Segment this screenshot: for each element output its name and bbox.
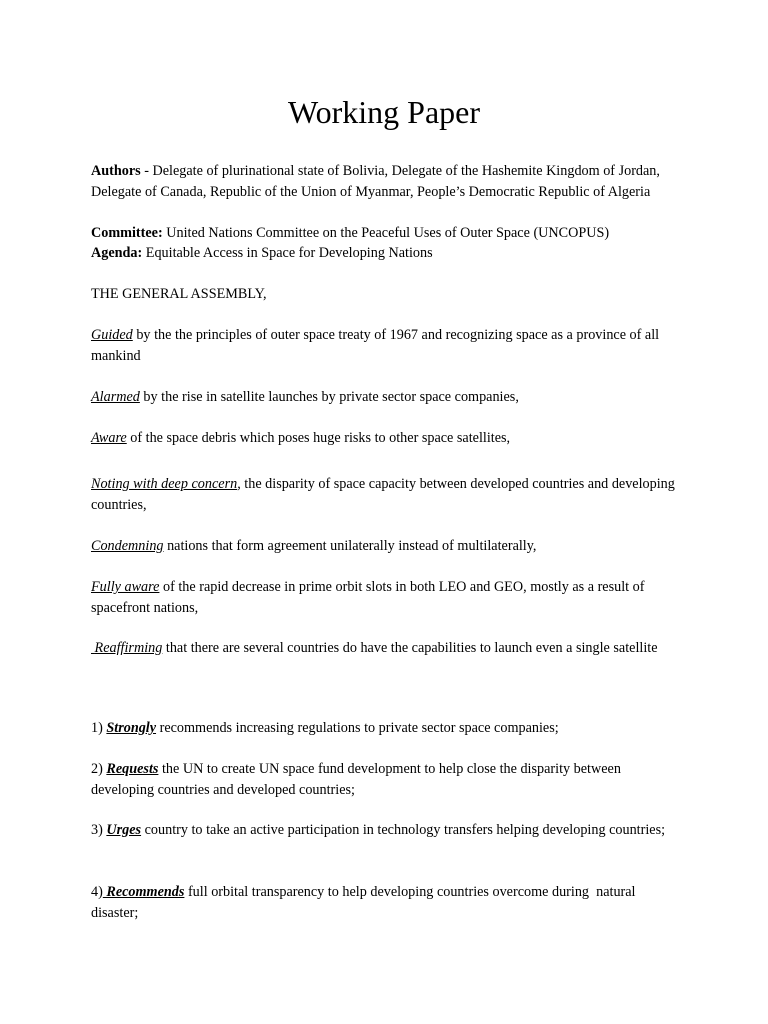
document-title: Working Paper — [287, 94, 481, 130]
operative-clause — [91, 718, 681, 739]
clause-text: that there are several countries do have the capabilities to launch even a single satellite — [162, 640, 658, 656]
preambulatory-clause — [91, 638, 681, 659]
authors-text: Delegate of plurinational state of Bolivia, Delegate of the Hashemite Kingdom of Jordan, Delegate of Canada, Republic of the Union of Myanmar, People’s Democratic Republic of Algeria — [91, 163, 660, 200]
authors-line — [91, 161, 681, 202]
clause-keyword: Reaffirming — [91, 640, 163, 656]
committee-line — [91, 223, 681, 244]
clause-text: by the rise in satellite launches by private sector space companies, — [139, 389, 519, 405]
authors-label: Authors — [91, 163, 141, 179]
clause-text: of the space debris which poses huge risks to other space satellites, — [126, 430, 511, 446]
clause-text: recommends increasing regulations to private sector space companies; — [156, 720, 559, 736]
clause-text: , the disparity of space capacity between developed countries and developing countries, — [91, 476, 675, 513]
clause-number: 3) — [91, 822, 107, 838]
clause-keyword: Noting with deep concern — [91, 476, 238, 492]
authors-separator: - — [140, 163, 153, 179]
committee-label: Committee: — [91, 225, 163, 241]
preambulatory-clause — [91, 474, 681, 515]
clause-number: 1) — [91, 720, 107, 736]
clause-text: of the rapid decrease in prime orbit slots in both LEO and GEO, mostly as a result of spacefront nations, — [91, 579, 645, 616]
clause-keyword: Requests — [106, 761, 159, 777]
clause-number: 4) — [91, 884, 103, 900]
operative-clause — [91, 759, 681, 800]
agenda-label: Agenda: — [91, 245, 143, 261]
operative-clause — [91, 820, 681, 841]
clause-number: 2) — [91, 761, 107, 777]
clause-text: full orbital transparency to help developing countries overcome during natural disaster; — [91, 884, 640, 921]
clause-keyword: Aware — [91, 430, 127, 446]
clause-keyword: Condemning — [91, 538, 164, 554]
clause-keyword: Recommends — [102, 884, 185, 900]
clause-keyword: Urges — [106, 822, 142, 838]
clause-keyword: Fully aware — [91, 579, 160, 595]
agenda-line — [91, 243, 681, 264]
clause-text: the UN to create UN space fund development to help close the disparity between developing countries and developed countries; — [91, 761, 621, 798]
preambulatory-clause — [91, 536, 681, 557]
preambulatory-clause — [91, 577, 681, 618]
clause-keyword: Strongly — [106, 720, 157, 736]
preambulatory-clause — [91, 387, 681, 408]
clause-keyword: Alarmed — [91, 389, 140, 405]
preambulatory-clause — [91, 428, 681, 449]
general-assembly-heading: THE GENERAL ASSEMBLY, — [91, 286, 267, 302]
preambulatory-clause — [91, 325, 681, 366]
clause-text: country to take an active participation in technology transfers helping developing countries; — [141, 822, 666, 838]
clause-text: by the the principles of outer space treaty of 1967 and recognizing space as a province of all mankind — [91, 327, 660, 364]
clause-keyword: Guided — [91, 327, 133, 343]
agenda-text: Equitable Access in Space for Developing Nations — [142, 245, 433, 261]
clause-text: nations that form agreement unilaterally instead of multilaterally, — [163, 538, 537, 554]
committee-text: United Nations Committee on the Peaceful Uses of Outer Space (UNCOPUS) — [162, 225, 610, 241]
operative-clause — [91, 882, 681, 923]
